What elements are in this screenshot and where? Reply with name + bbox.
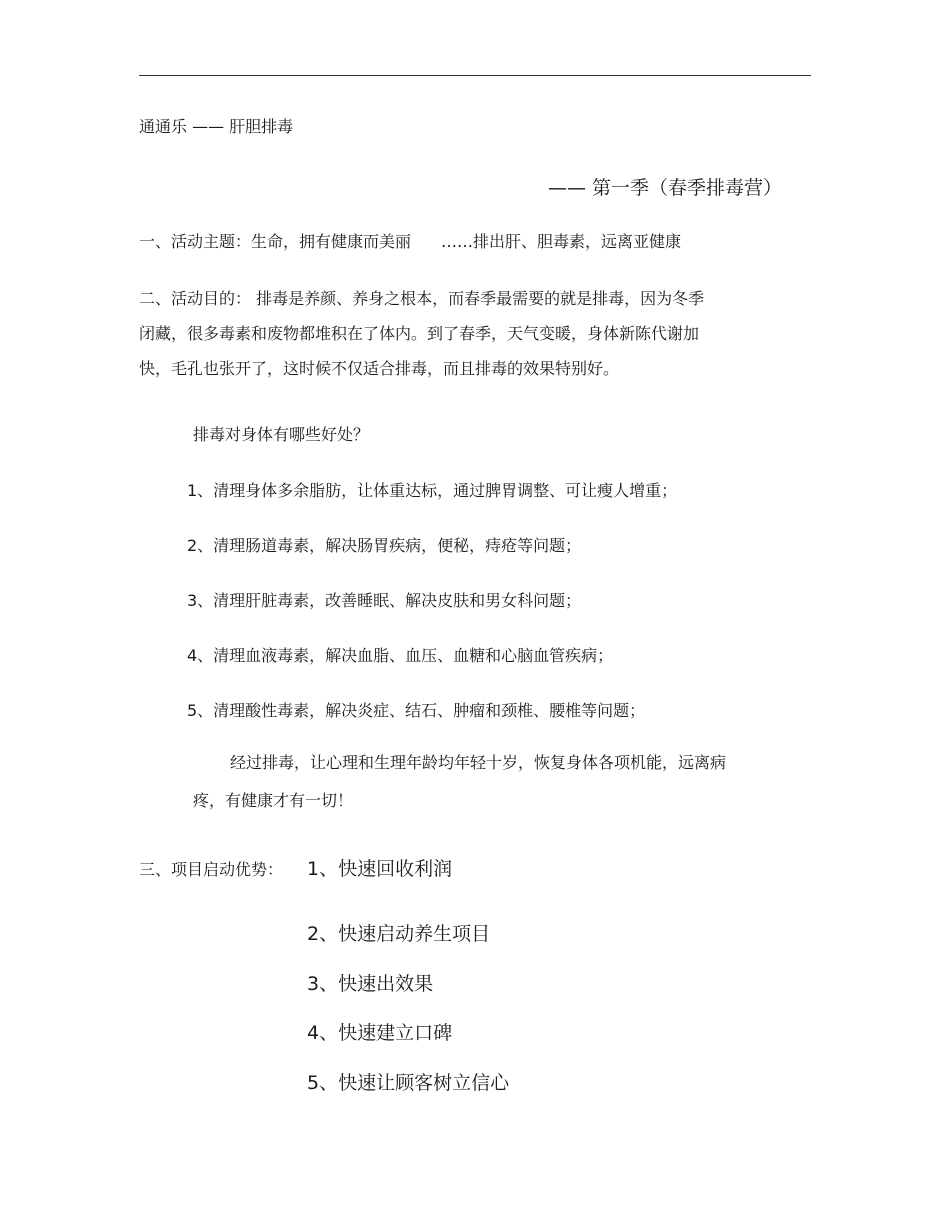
- benefit-item: 3、清理肝脏毒素，改善睡眠、解决皮肤和男女科问题；: [187, 591, 582, 610]
- section-advantages-label: 三、项目启动优势：: [139, 860, 284, 879]
- benefit-item: 2、清理肠道毒素，解决肠胃疾病，便秘，痔疮等问题；: [187, 536, 582, 555]
- conclusion-line-1: 经过排毒，让心理和生理年龄均年轻十岁，恢复身体各项机能，远离病: [230, 753, 727, 772]
- advantage-item: 3、快速出效果: [307, 973, 434, 995]
- advantage-item: 2、快速启动养生项目: [307, 923, 491, 945]
- advantage-item: 5、快速让顾客树立信心: [307, 1072, 510, 1094]
- section-purpose-line-2: 闭藏，很多毒素和废物都堆积在了体内。到了春季，天气变暖，身体新陈代谢加: [139, 324, 700, 343]
- benefit-item: 5、清理酸性毒素，解决炎症、结石、肿瘤和颈椎、腰椎等问题；: [187, 701, 646, 720]
- benefits-question: 排毒对身体有哪些好处？: [193, 425, 370, 444]
- conclusion-line-2: 疼，有健康才有一切！: [193, 791, 354, 810]
- document-subtitle: —— 第一季（春季排毒营）: [548, 177, 783, 199]
- header-rule: [139, 75, 811, 76]
- section-theme-tail: ……排出肝、胆毒素，远离亚健康: [441, 232, 682, 251]
- benefit-item: 4、清理血液毒素，解决血脂、血压、血糖和心脑血管疾病；: [187, 646, 614, 665]
- advantage-item: 4、快速建立口碑: [307, 1022, 453, 1044]
- section-purpose-line-1: 二、活动目的： 排毒是养颜、养身之根本，而春季最需要的就是排毒，因为冬季: [139, 289, 705, 308]
- section-theme: [139, 232, 681, 252]
- section-theme-label: 一、活动主题：生命，拥有健康而美丽: [139, 232, 412, 251]
- advantage-item: 1、快速回收利润: [307, 858, 453, 880]
- document-title: 通通乐 —— 肝胆排毒: [139, 117, 294, 136]
- benefit-item: 1、清理身体多余脂肪，让体重达标，通过脾胃调整、可让瘦人增重；: [187, 481, 678, 500]
- section-purpose-line-3: 快，毛孔也张开了，这时候不仅适合排毒，而且排毒的效果特别好。: [139, 359, 620, 378]
